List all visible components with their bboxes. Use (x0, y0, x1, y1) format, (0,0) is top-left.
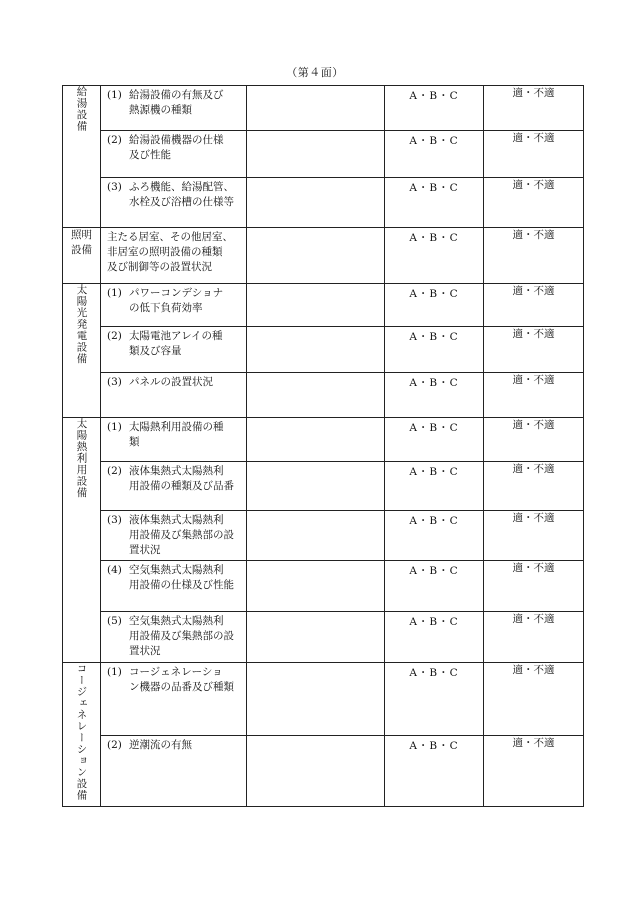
grade-cell[interactable] (385, 131, 484, 178)
grade-cell[interactable] (385, 462, 484, 511)
item-content (101, 612, 246, 661)
item-cell (101, 327, 247, 373)
item-text: 液体集熱式太陽熱利 用設備及び集熱部の設 置状況 (129, 514, 234, 556)
category-cell (63, 284, 101, 418)
item-number: (5) (107, 615, 122, 627)
grade-options: A・B・C (409, 135, 459, 147)
item-text: パワーコンデショナ の低下負荷効率 (129, 287, 224, 314)
judgement-cell[interactable] (484, 327, 584, 373)
judgement-cell[interactable] (484, 178, 584, 228)
judgement-options: 適・不適 (512, 132, 555, 144)
category-label: 太陽熱利用設備 (75, 418, 88, 499)
category-cell (63, 86, 101, 228)
item-number: (2) (107, 134, 122, 146)
notes-cell[interactable] (247, 612, 385, 663)
item-content (101, 561, 246, 595)
notes-cell[interactable] (247, 511, 385, 561)
item-number: (2) (107, 330, 122, 342)
item-number: (4) (107, 564, 122, 576)
table-row (63, 612, 584, 663)
item-number: (2) (107, 465, 122, 477)
grade-options: A・B・C (409, 232, 459, 244)
item-number: (1) (107, 287, 122, 299)
table-row (63, 373, 584, 418)
grade-options: A・B・C (409, 377, 459, 389)
notes-cell[interactable] (247, 663, 385, 736)
item-text: 逆潮流の有無 (129, 738, 192, 751)
inspection-table-body (63, 86, 584, 807)
grade-cell[interactable] (385, 178, 484, 228)
item-content (101, 131, 246, 165)
category-label: コージェネレーション設備 (75, 663, 88, 801)
notes-cell[interactable] (247, 418, 385, 462)
judgement-cell[interactable] (484, 228, 584, 284)
judgement-options: 適・不適 (512, 285, 555, 297)
category-cell (63, 228, 101, 284)
page-number-label: （第４面） (286, 66, 344, 79)
grade-options: A・B・C (409, 182, 459, 194)
grade-cell[interactable] (385, 228, 484, 284)
grade-cell[interactable] (385, 561, 484, 612)
category-label: 給湯設備 (75, 86, 88, 132)
judgement-options: 適・不適 (512, 419, 555, 431)
item-content (101, 511, 246, 560)
judgement-cell[interactable] (484, 561, 584, 612)
grade-cell[interactable] (385, 511, 484, 561)
item-text: 空気集熱式太陽熱利 用設備及び集熱部の設 置状況 (129, 615, 234, 657)
grade-options: A・B・C (409, 422, 459, 434)
grade-cell[interactable] (385, 418, 484, 462)
notes-cell[interactable] (247, 228, 385, 284)
item-text: 給湯設備機器の仕様 及び性能 (129, 134, 224, 161)
notes-cell[interactable] (247, 735, 385, 806)
judgement-cell[interactable] (484, 373, 584, 418)
grade-options: A・B・C (409, 288, 459, 300)
grade-cell[interactable] (385, 663, 484, 736)
notes-cell[interactable] (247, 178, 385, 228)
item-cell (101, 561, 247, 612)
judgement-options: 適・不適 (512, 562, 555, 574)
judgement-options: 適・不適 (512, 736, 555, 749)
grade-options: A・B・C (409, 331, 459, 343)
grade-options: A・B・C (409, 90, 459, 102)
judgement-options: 適・不適 (512, 512, 555, 524)
table-row (63, 735, 584, 806)
table-row (63, 327, 584, 373)
judgement-options: 適・不適 (512, 664, 555, 676)
table-row (63, 462, 584, 511)
grade-cell[interactable] (385, 735, 484, 806)
item-number: (3) (107, 181, 122, 193)
table-row (63, 228, 584, 284)
judgement-options: 適・不適 (512, 179, 555, 191)
item-cell (101, 612, 247, 663)
notes-cell[interactable] (247, 86, 385, 131)
item-content (101, 418, 246, 452)
item-content (101, 736, 246, 755)
item-content (101, 373, 246, 392)
grade-cell[interactable] (385, 86, 484, 131)
item-content (101, 178, 246, 212)
category-label: 太陽光発電設備 (75, 284, 88, 365)
judgement-options: 適・不適 (512, 463, 555, 475)
item-text: 給湯設備の有無及び 熱源機の種類 (129, 89, 224, 116)
judgement-cell[interactable] (484, 735, 584, 806)
item-text: 太陽電池アレイの種 類及び容量 (129, 330, 223, 357)
table-row (63, 178, 584, 228)
item-text: 空気集熱式太陽熱利 用設備の仕様及び性能 (129, 564, 234, 591)
grade-options: A・B・C (409, 466, 459, 478)
notes-cell[interactable] (247, 131, 385, 178)
judgement-options: 適・不適 (512, 229, 555, 241)
grade-options: A・B・C (409, 739, 459, 752)
item-cell (101, 663, 247, 736)
item-content (101, 284, 246, 318)
grade-options: A・B・C (409, 667, 459, 679)
item-cell (101, 373, 247, 418)
notes-cell[interactable] (247, 327, 385, 373)
item-cell (101, 284, 247, 327)
notes-cell[interactable] (247, 561, 385, 612)
notes-cell[interactable] (247, 373, 385, 418)
item-text: ふろ機能、給湯配管、 水栓及び浴槽の仕様等 (129, 181, 234, 208)
grade-options: A・B・C (409, 616, 459, 628)
judgement-options: 適・不適 (512, 374, 555, 386)
judgement-cell[interactable] (484, 663, 584, 736)
item-number: (1) (107, 421, 122, 433)
item-cell (101, 735, 247, 806)
grade-cell[interactable] (385, 327, 484, 373)
table-row (63, 511, 584, 561)
item-number: (3) (107, 376, 122, 388)
item-content (101, 327, 246, 361)
judgement-options: 適・不適 (512, 328, 555, 340)
grade-cell[interactable] (385, 373, 484, 418)
judgement-cell[interactable] (484, 612, 584, 663)
judgement-cell[interactable] (484, 284, 584, 327)
item-cell (101, 178, 247, 228)
grade-cell[interactable] (385, 284, 484, 327)
category-cell (63, 663, 101, 807)
grade-options: A・B・C (409, 565, 459, 577)
item-cell (101, 418, 247, 462)
grade-cell[interactable] (385, 612, 484, 663)
item-text: 主たる居室、その他居室、 非居室の照明設備の種類 及び制御等の設置状況 (107, 231, 233, 273)
item-cell (101, 511, 247, 561)
item-text: パネルの設置状況 (129, 376, 213, 388)
table-row (63, 284, 584, 327)
item-content (101, 86, 246, 120)
table-row (63, 86, 584, 131)
judgement-cell[interactable] (484, 511, 584, 561)
item-number: (1) (107, 89, 122, 101)
item-number: (3) (107, 514, 122, 526)
category-cell (63, 418, 101, 663)
judgement-cell[interactable] (484, 462, 584, 511)
judgement-cell[interactable] (484, 131, 584, 178)
category-label: 照明 設備 (71, 229, 92, 256)
judgement-options: 適・不適 (512, 613, 555, 625)
table-row (63, 561, 584, 612)
item-cell (101, 228, 247, 284)
grade-options: A・B・C (409, 515, 459, 527)
item-text: コージェネレーショ ン機器の品番及び種類 (129, 666, 234, 693)
item-cell (101, 462, 247, 511)
judgement-options: 適・不適 (512, 87, 555, 99)
judgement-cell[interactable] (484, 86, 584, 131)
item-number: (2) (107, 738, 122, 751)
item-content (101, 663, 246, 697)
notes-cell[interactable] (247, 462, 385, 511)
notes-cell[interactable] (247, 284, 385, 327)
judgement-cell[interactable] (484, 418, 584, 462)
inspection-table (62, 85, 584, 807)
item-text: 太陽熱利用設備の種 類 (129, 421, 224, 448)
item-number: (1) (107, 666, 122, 678)
item-text: 液体集熱式太陽熱利 用設備の種類及び品番 (129, 465, 234, 492)
table-row (63, 663, 584, 736)
item-cell (101, 86, 247, 131)
item-content (101, 462, 246, 496)
item-cell (101, 131, 247, 178)
table-row (63, 131, 584, 178)
table-row (63, 418, 584, 462)
